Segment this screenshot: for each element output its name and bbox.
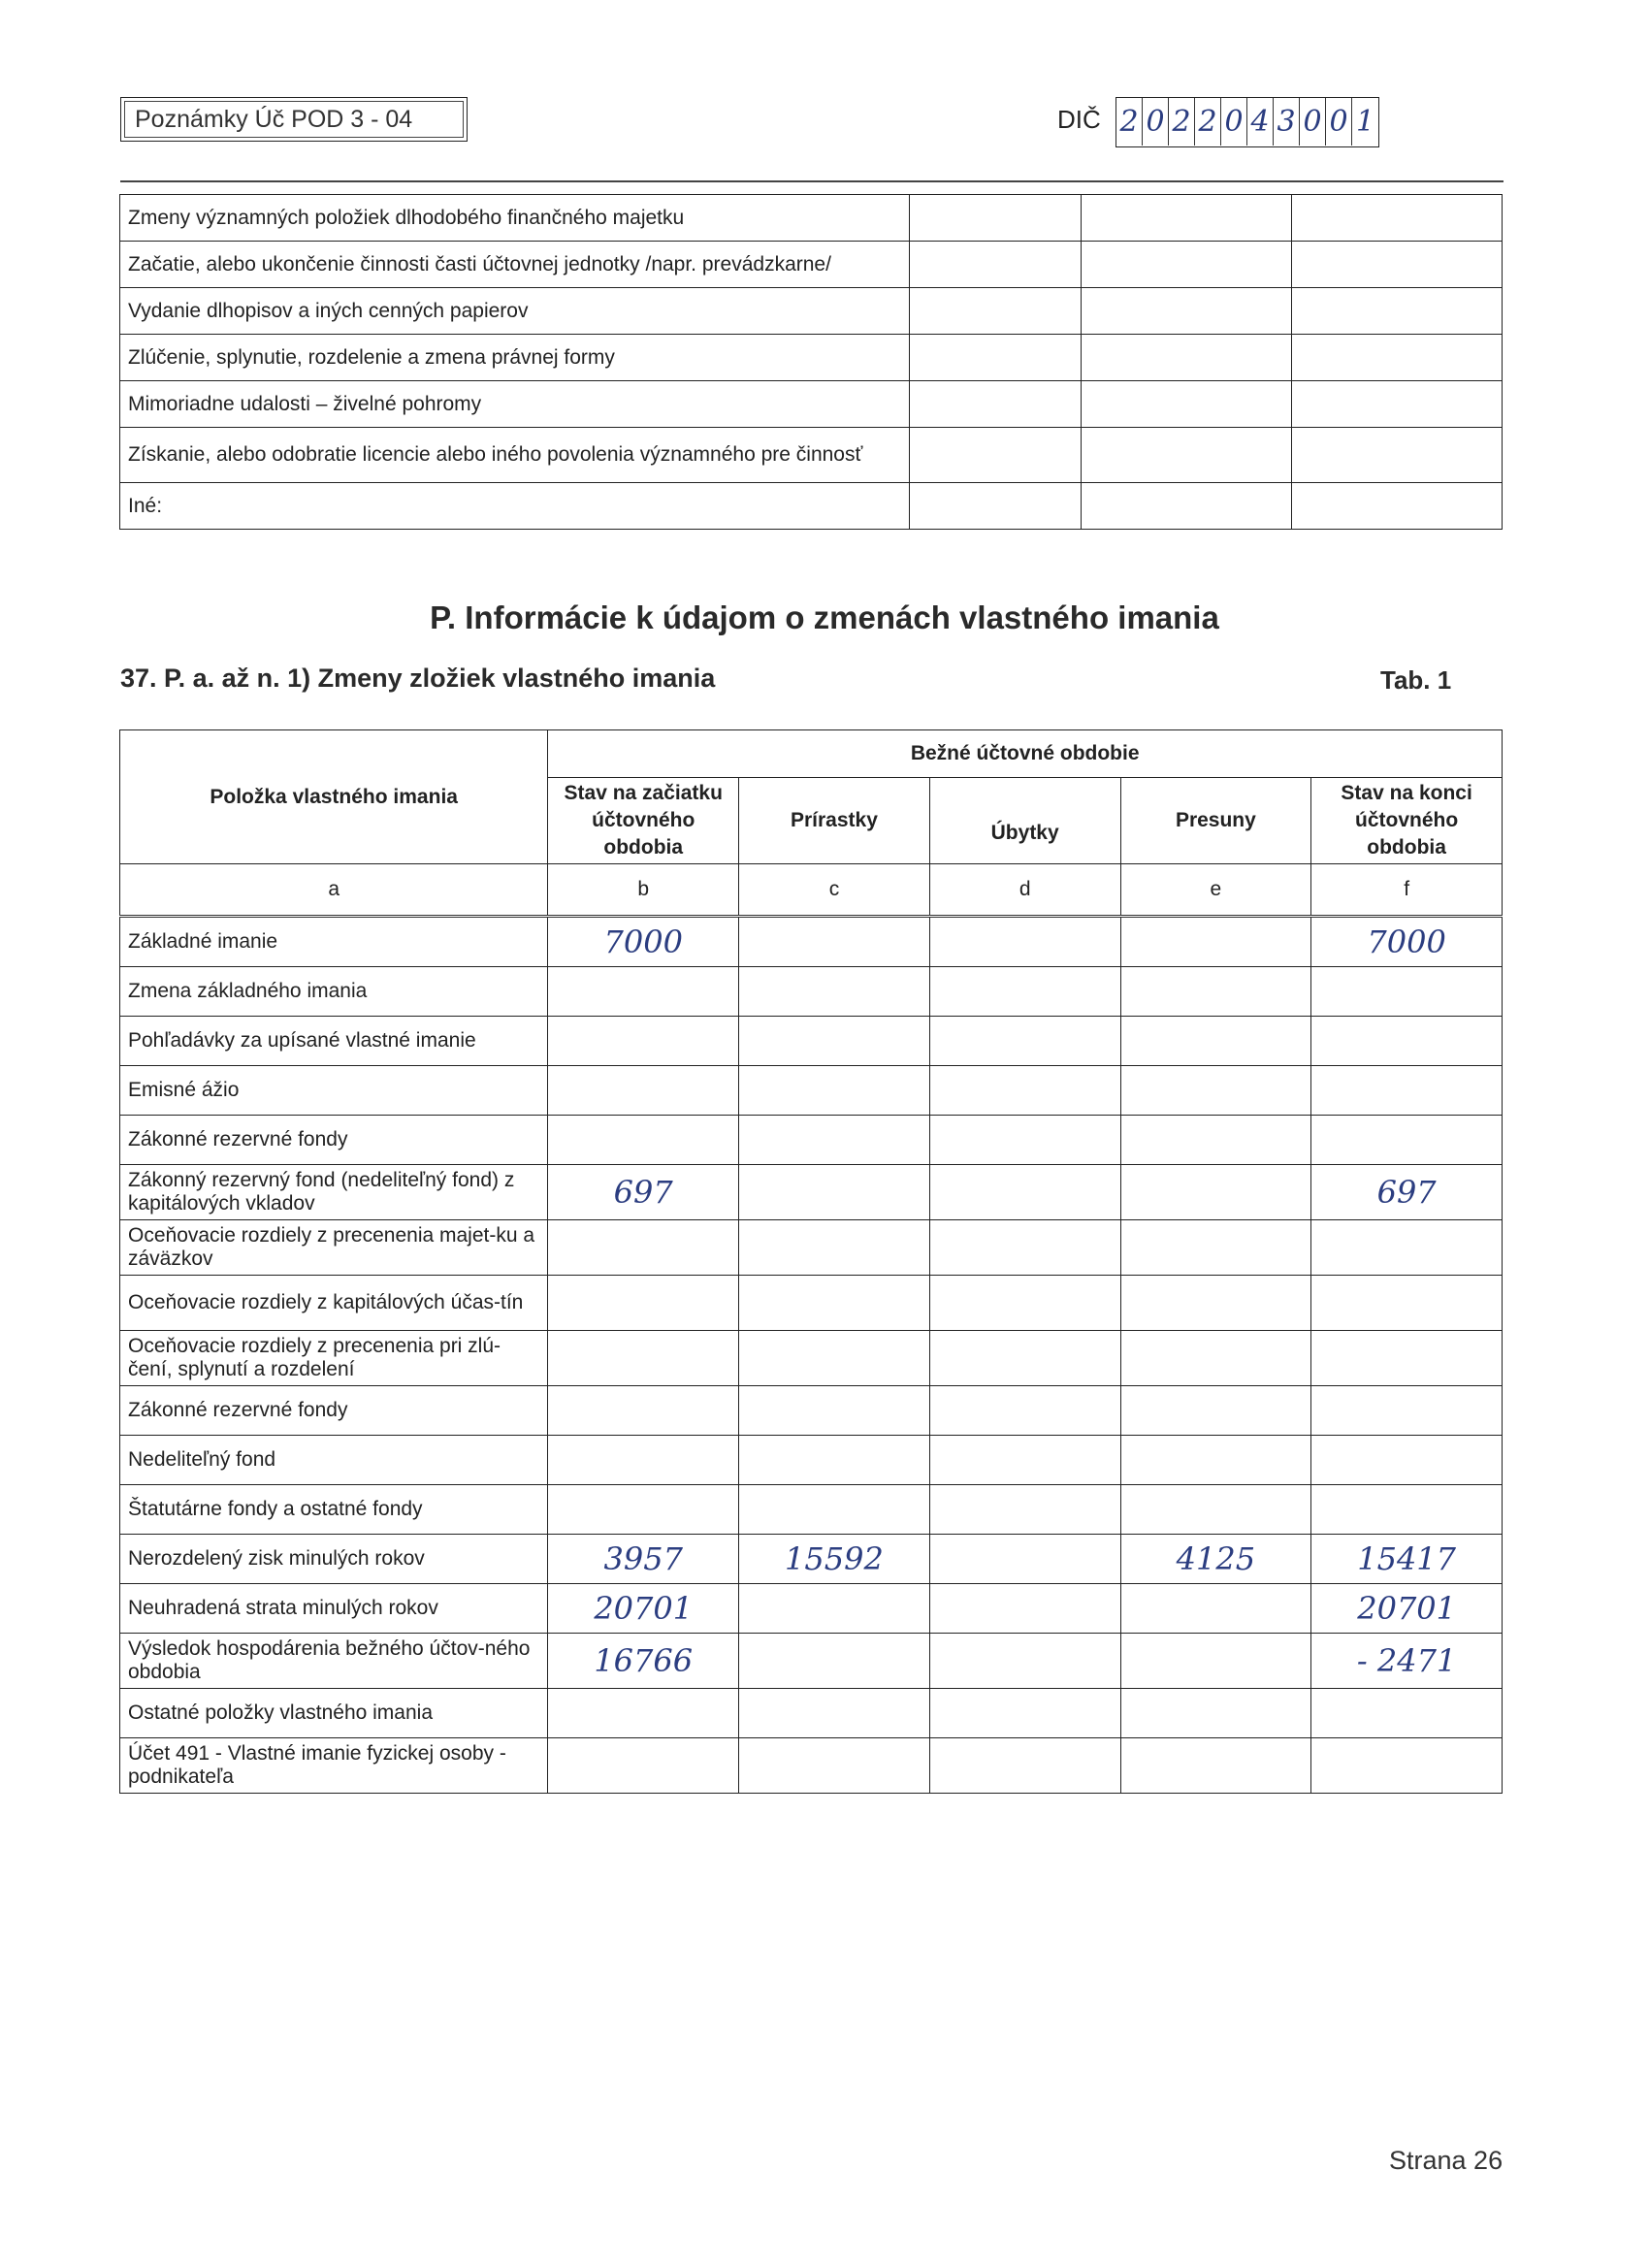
equity-item-label: Nerozdelený zisk minulých rokov — [120, 1535, 548, 1584]
value-cell-e[interactable] — [1120, 1436, 1311, 1485]
value-cell-d[interactable] — [929, 1017, 1120, 1066]
table-row — [120, 917, 1503, 967]
input-cell[interactable] — [1082, 335, 1292, 381]
equity-item-label: Nedeliteľný fond — [120, 1436, 548, 1485]
dic-digit[interactable]: 2 — [1116, 98, 1143, 146]
table-row — [120, 381, 1503, 428]
value-cell-e[interactable] — [1120, 1017, 1311, 1066]
table-row — [120, 1584, 1503, 1634]
input-cell[interactable] — [910, 195, 1082, 242]
column-header-period: Bežné účtovné obdobie — [548, 730, 1503, 778]
dic-digit[interactable]: 1 — [1355, 105, 1375, 139]
table-row — [120, 483, 1503, 530]
table-row — [120, 1017, 1503, 1066]
column-header-end: Stav na konci účtovného obdobia — [1311, 778, 1503, 864]
input-cell[interactable] — [1292, 483, 1503, 530]
input-cell[interactable] — [1292, 335, 1503, 381]
value-cell-d[interactable] — [929, 1535, 1120, 1584]
column-header-increase: Prírastky — [739, 778, 930, 864]
column-header-transfer: Presuny — [1120, 778, 1311, 864]
dic-digit[interactable]: 0 — [1143, 98, 1169, 146]
equity-item-label: Oceňovacie rozdiely z kapitálových účas-tín — [120, 1276, 548, 1331]
event-label: Iné: — [120, 483, 910, 530]
value-cell-d[interactable] — [929, 1276, 1120, 1331]
table-row — [120, 1436, 1503, 1485]
event-label: Začatie, alebo ukončenie činnosti časti účtovnej jednotky /napr. prevádzkarne/ — [120, 242, 910, 288]
value-cell-d[interactable] — [929, 1584, 1120, 1634]
table-row — [120, 1738, 1503, 1794]
dic-field[interactable] — [1116, 97, 1379, 147]
column-letter: a — [120, 864, 548, 917]
section-title: P. Informácie k údajom o zmenách vlastného imania — [430, 599, 1219, 635]
input-cell[interactable] — [910, 288, 1082, 335]
value-cell-c[interactable]: 15592 — [739, 1535, 930, 1584]
value-cell-d[interactable] — [929, 967, 1120, 1017]
input-cell[interactable] — [1082, 483, 1292, 530]
value-cell-c[interactable] — [739, 1584, 930, 1634]
equity-item-label: Štatutárne fondy a ostatné fondy — [120, 1485, 548, 1535]
input-cell[interactable] — [1292, 381, 1503, 428]
value-cell-f[interactable]: 15417 — [1311, 1535, 1503, 1584]
column-header-item: Položka vlastného imania — [120, 730, 548, 864]
table-row — [120, 967, 1503, 1017]
table-row — [120, 1220, 1503, 1276]
value-cell-e[interactable] — [1120, 1738, 1311, 1794]
input-cell[interactable] — [1082, 428, 1292, 483]
value-cell-c[interactable] — [739, 917, 930, 967]
equity-item-label: Základné imanie — [120, 917, 548, 967]
value-cell-b[interactable] — [548, 1386, 739, 1436]
value-cell-c[interactable] — [739, 1220, 930, 1276]
value-cell-c[interactable] — [739, 1386, 930, 1436]
value-cell-d[interactable] — [929, 1436, 1120, 1485]
value-cell-f[interactable]: - 2471 — [1311, 1634, 1503, 1689]
equity-item-label: Emisné ážio — [120, 1066, 548, 1116]
equity-changes-table — [119, 729, 1503, 1794]
tab-label: Tab. 1 — [1380, 665, 1452, 695]
value-cell-e[interactable] — [1120, 1689, 1311, 1738]
input-cell[interactable] — [1082, 381, 1292, 428]
event-label: Vydanie dlhopisov a iných cenných papierov — [120, 288, 910, 335]
value-cell-d[interactable] — [929, 1634, 1120, 1689]
value-cell-b[interactable] — [548, 1066, 739, 1116]
value-cell-f[interactable] — [1311, 1331, 1503, 1386]
form-code: Poznámky Úč POD 3 - 04 — [135, 106, 413, 133]
equity-item-label: Pohľadávky za upísané vlastné imanie — [120, 1017, 548, 1066]
table-row — [120, 1634, 1503, 1689]
dic-digit[interactable]: 0 — [1326, 98, 1352, 146]
table-row — [120, 242, 1503, 288]
equity-item-label: Zákonné rezervné fondy — [120, 1116, 548, 1165]
dic-digit[interactable]: 0 — [1221, 98, 1247, 146]
column-letter: b — [548, 864, 739, 917]
value-cell-d[interactable] — [929, 1738, 1120, 1794]
column-letter: e — [1120, 864, 1311, 917]
equity-item-label: Zákonné rezervné fondy — [120, 1386, 548, 1436]
value-cell-e[interactable] — [1120, 1276, 1311, 1331]
value-cell-b[interactable] — [548, 1276, 739, 1331]
input-cell[interactable] — [910, 335, 1082, 381]
value-cell-d[interactable] — [929, 1066, 1120, 1116]
event-label: Zlúčenie, splynutie, rozdelenie a zmena právnej formy — [120, 335, 910, 381]
page-number: Strana 26 — [1389, 2146, 1504, 2175]
value-cell-f[interactable] — [1311, 1485, 1503, 1535]
value-cell-f[interactable] — [1311, 1066, 1503, 1116]
value-cell-f[interactable] — [1311, 967, 1503, 1017]
value-cell-e[interactable] — [1120, 967, 1311, 1017]
value-cell-b[interactable] — [548, 1738, 739, 1794]
value-cell-b[interactable]: 16766 — [548, 1634, 739, 1689]
value-cell-e[interactable] — [1120, 1165, 1311, 1220]
value-cell-c[interactable] — [739, 1165, 930, 1220]
equity-item-label: Neuhradená strata minulých rokov — [120, 1584, 548, 1634]
table-row — [120, 1165, 1503, 1220]
value-cell-d[interactable] — [929, 1689, 1120, 1738]
input-cell[interactable] — [910, 483, 1082, 530]
value-cell-f[interactable] — [1311, 1116, 1503, 1165]
table-row — [120, 1535, 1503, 1584]
value-cell-f[interactable]: 697 — [1311, 1165, 1503, 1220]
equity-item-label: Zákonný rezervný fond (nedeliteľný fond) z kapitálových vkladov — [120, 1165, 548, 1220]
table-row — [120, 335, 1503, 381]
form-code-box — [120, 97, 468, 142]
value-cell-b[interactable] — [548, 1485, 739, 1535]
value-cell-f[interactable] — [1311, 1689, 1503, 1738]
value-cell-c[interactable] — [739, 1116, 930, 1165]
column-letter: c — [739, 864, 930, 917]
column-letter: d — [929, 864, 1120, 917]
column-letter: f — [1311, 864, 1503, 917]
value-cell-d[interactable] — [929, 917, 1120, 967]
value-cell-c[interactable] — [739, 1634, 930, 1689]
input-cell[interactable] — [1292, 242, 1503, 288]
dic-digit[interactable]: 0 — [1300, 98, 1326, 146]
dic-digit[interactable]: 3 — [1274, 98, 1300, 146]
table-row — [120, 195, 1503, 242]
table-subtitle: 37. P. a. až n. 1) Zmeny zložiek vlastného imania — [120, 664, 716, 693]
value-cell-f[interactable]: 7000 — [1311, 917, 1503, 967]
event-label: Získanie, alebo odobratie licencie alebo iného povolenia významného pre činnosť — [120, 428, 910, 483]
value-cell-c[interactable] — [739, 1066, 930, 1116]
header-divider — [120, 180, 1504, 182]
value-cell-d[interactable] — [929, 1116, 1120, 1165]
events-table — [119, 194, 1503, 530]
value-cell-c[interactable] — [739, 1738, 930, 1794]
value-cell-d[interactable] — [929, 1331, 1120, 1386]
table-row — [120, 1066, 1503, 1116]
value-cell-c[interactable] — [739, 1331, 930, 1386]
value-cell-f[interactable] — [1311, 1017, 1503, 1066]
input-cell[interactable] — [1292, 288, 1503, 335]
value-cell-b[interactable] — [548, 1689, 739, 1738]
table-row — [120, 288, 1503, 335]
value-cell-f[interactable] — [1311, 1386, 1503, 1436]
input-cell[interactable] — [910, 381, 1082, 428]
value-cell-e[interactable] — [1120, 1634, 1311, 1689]
value-cell-d[interactable] — [929, 1386, 1120, 1436]
value-cell-e[interactable] — [1120, 1220, 1311, 1276]
input-cell[interactable] — [1082, 288, 1292, 335]
value-cell-e[interactable] — [1120, 917, 1311, 967]
column-header-decrease: Úbytky — [929, 778, 1120, 864]
value-cell-d[interactable] — [929, 1485, 1120, 1535]
value-cell-b[interactable] — [548, 1017, 739, 1066]
value-cell-f[interactable] — [1311, 1738, 1503, 1794]
table-row — [120, 1386, 1503, 1436]
equity-item-label: Zmena základného imania — [120, 967, 548, 1017]
value-cell-b[interactable]: 3957 — [548, 1535, 739, 1584]
value-cell-b[interactable]: 697 — [548, 1165, 739, 1220]
value-cell-b[interactable] — [548, 967, 739, 1017]
value-cell-e[interactable] — [1120, 1331, 1311, 1386]
value-cell-b[interactable] — [548, 1331, 739, 1386]
input-cell[interactable] — [1082, 242, 1292, 288]
dic-digit[interactable]: 2 — [1195, 98, 1221, 146]
value-cell-e[interactable] — [1120, 1386, 1311, 1436]
equity-item-label: Výsledok hospodárenia bežného účtov-ného obdobia — [120, 1634, 548, 1689]
value-cell-b[interactable] — [548, 1436, 739, 1485]
event-label: Mimoriadne udalosti – živelné pohromy — [120, 381, 910, 428]
value-cell-c[interactable] — [739, 1436, 930, 1485]
table-row — [120, 1485, 1503, 1535]
value-cell-e[interactable]: 4125 — [1120, 1535, 1311, 1584]
value-cell-f[interactable] — [1311, 1276, 1503, 1331]
value-cell-d[interactable] — [929, 1220, 1120, 1276]
value-cell-b[interactable]: 7000 — [548, 917, 739, 967]
dic-label: DIČ — [1057, 105, 1101, 134]
dic-digit[interactable]: 4 — [1247, 98, 1274, 146]
dic-digit[interactable]: 2 — [1169, 98, 1195, 146]
input-cell[interactable] — [1082, 195, 1292, 242]
value-cell-e[interactable] — [1120, 1584, 1311, 1634]
table-row — [120, 428, 1503, 483]
input-cell[interactable] — [1292, 195, 1503, 242]
value-cell-e[interactable] — [1120, 1485, 1311, 1535]
equity-item-label: Oceňovacie rozdiely z precenenia pri zlú-čení, splynutí a rozdelení — [120, 1331, 548, 1386]
input-cell[interactable] — [910, 428, 1082, 483]
value-cell-d[interactable] — [929, 1165, 1120, 1220]
value-cell-b[interactable] — [548, 1116, 739, 1165]
event-label: Zmeny významných položiek dlhodobého finančného majetku — [120, 195, 910, 242]
table-row — [120, 1276, 1503, 1331]
table-row — [120, 1689, 1503, 1738]
value-cell-f[interactable] — [1311, 1220, 1503, 1276]
value-cell-f[interactable]: 20701 — [1311, 1584, 1503, 1634]
value-cell-e[interactable] — [1120, 1066, 1311, 1116]
value-cell-c[interactable] — [739, 1017, 930, 1066]
value-cell-c[interactable] — [739, 967, 930, 1017]
equity-item-label: Oceňovacie rozdiely z precenenia majet-ku a záväzkov — [120, 1220, 548, 1276]
table-row — [120, 1331, 1503, 1386]
equity-item-label: Účet 491 - Vlastné imanie fyzickej osoby - podnikateľa — [120, 1738, 548, 1794]
column-header-start: Stav na začiatku účtovného obdobia — [548, 778, 739, 864]
value-cell-e[interactable] — [1120, 1116, 1311, 1165]
value-cell-c[interactable] — [739, 1276, 930, 1331]
input-cell[interactable] — [910, 242, 1082, 288]
value-cell-f[interactable] — [1311, 1436, 1503, 1485]
input-cell[interactable] — [1292, 428, 1503, 483]
table-row — [120, 1116, 1503, 1165]
value-cell-c[interactable] — [739, 1485, 930, 1535]
equity-item-label: Ostatné položky vlastného imania — [120, 1689, 548, 1738]
value-cell-b[interactable]: 20701 — [548, 1584, 739, 1634]
value-cell-b[interactable] — [548, 1220, 739, 1276]
value-cell-c[interactable] — [739, 1689, 930, 1738]
